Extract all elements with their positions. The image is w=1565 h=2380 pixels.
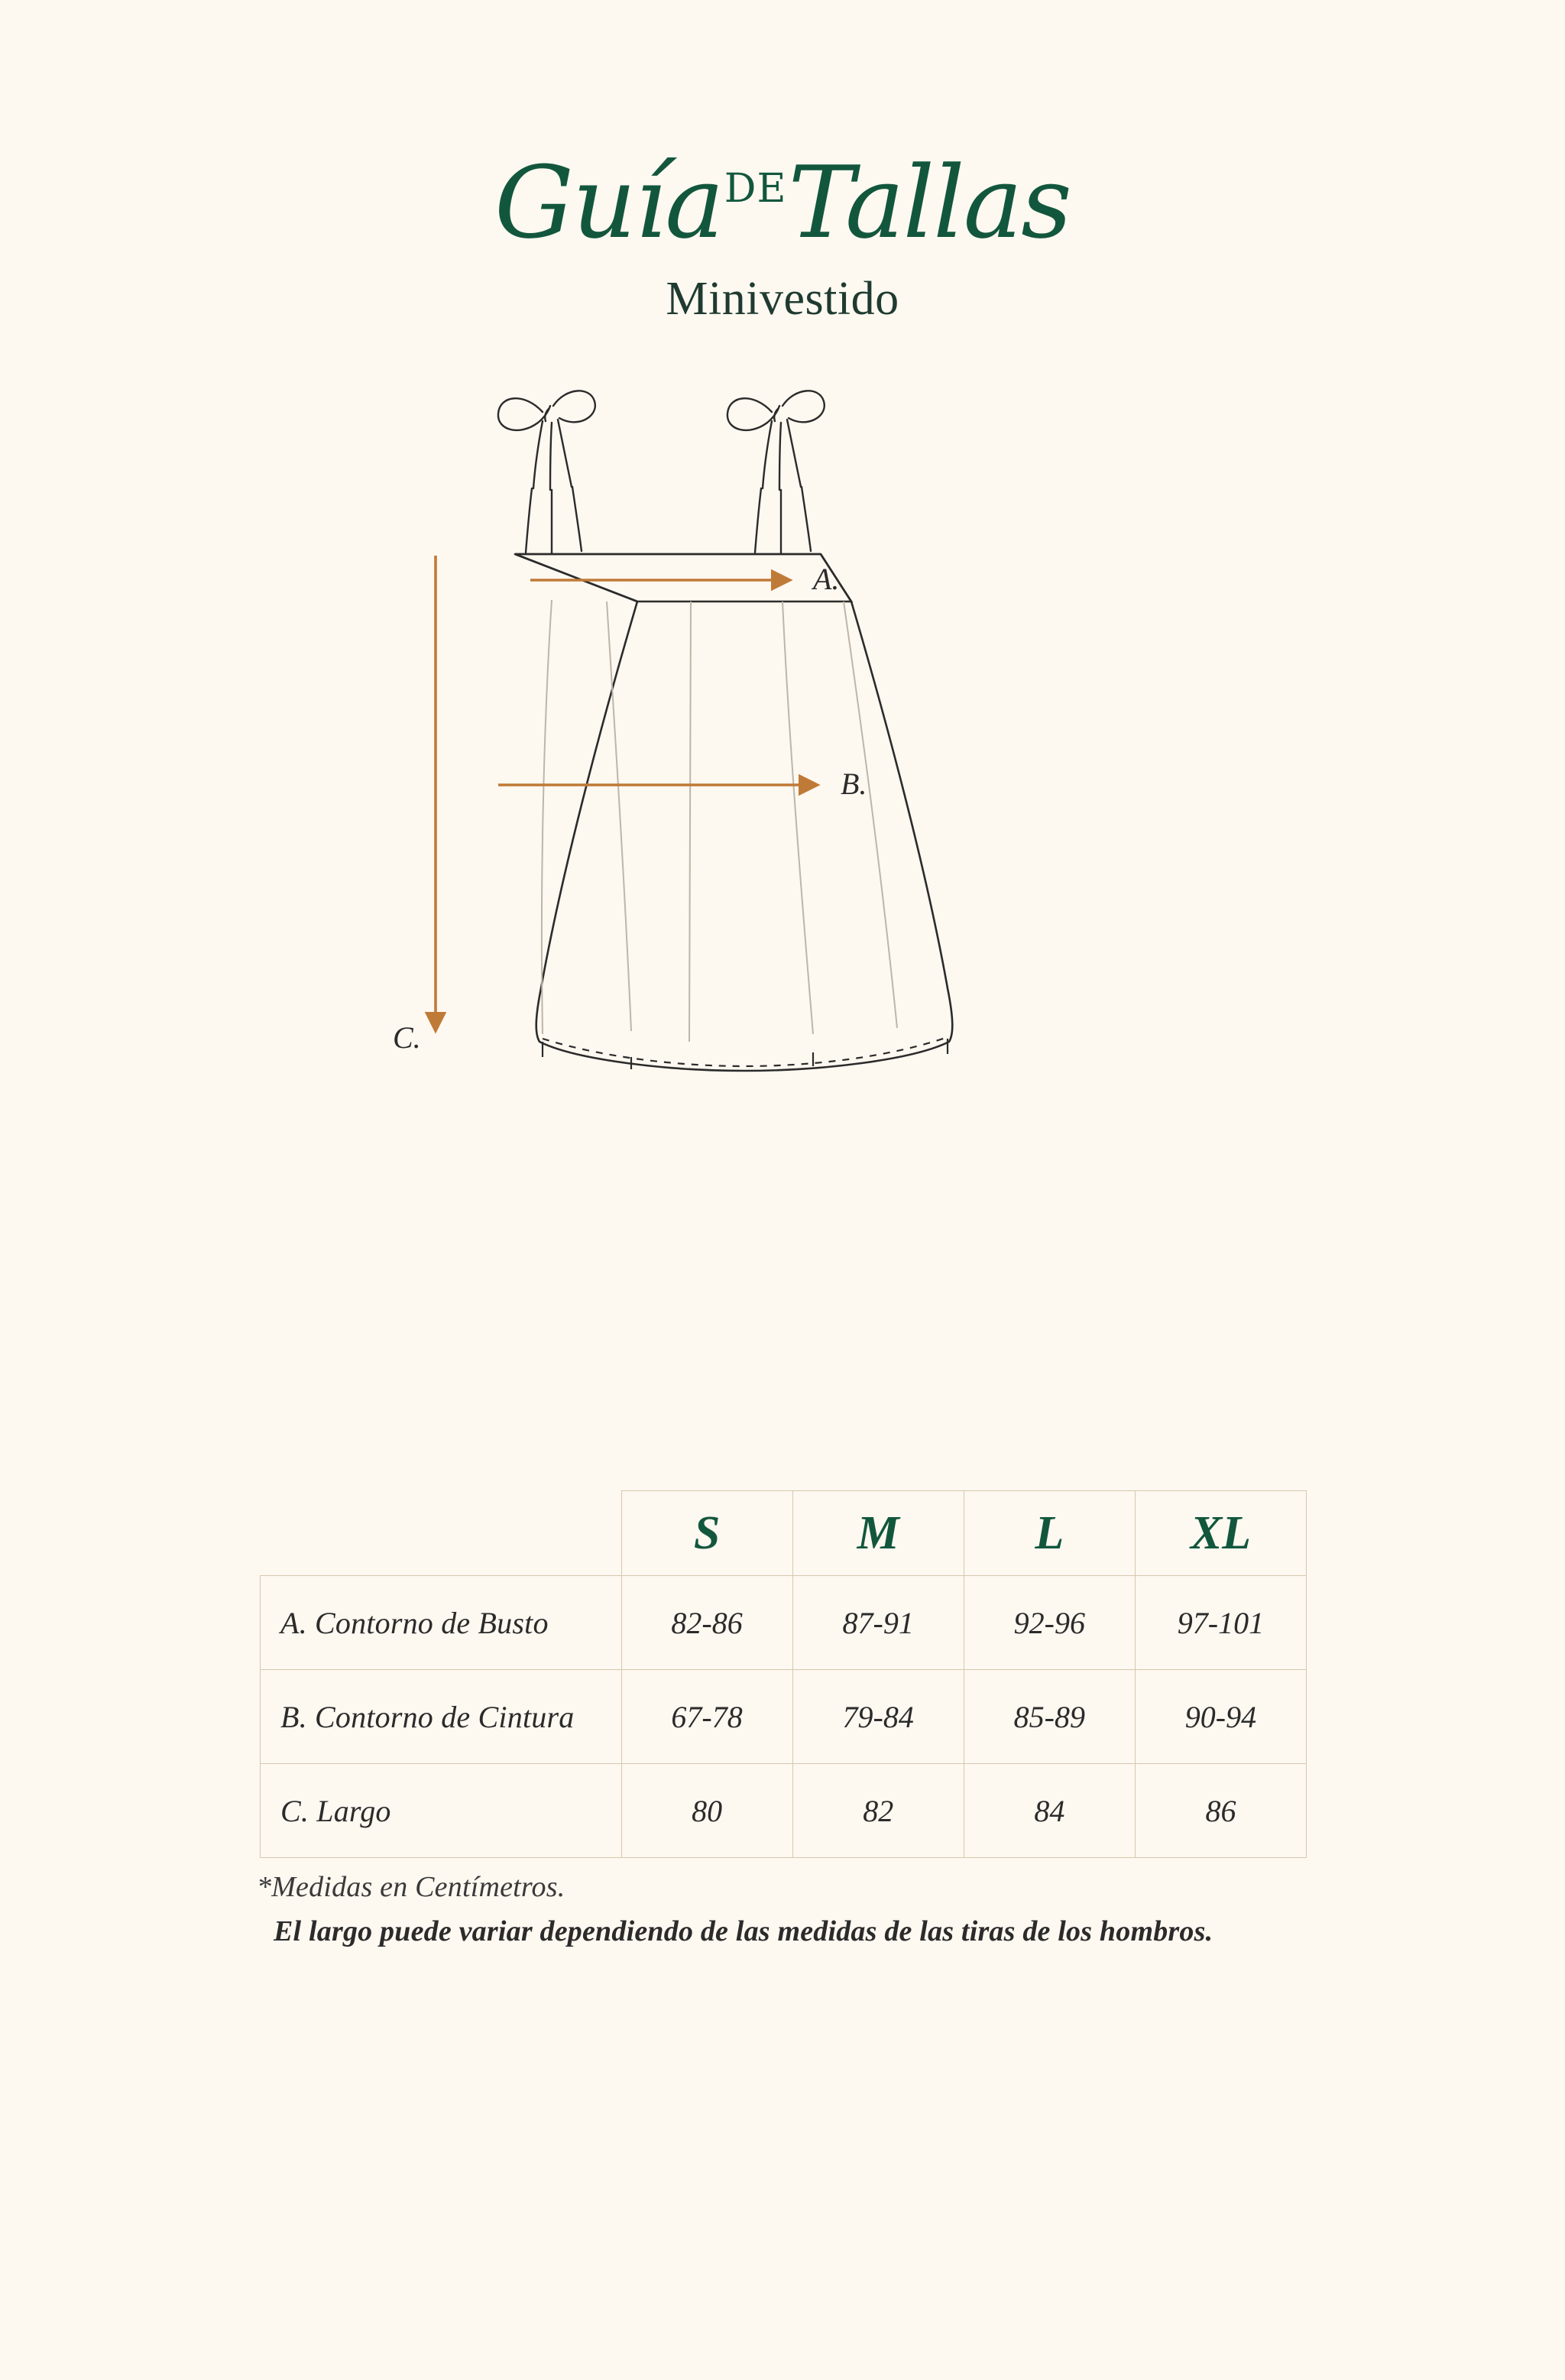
note-units: *Medidas en Centímetros. (257, 1871, 565, 1903)
size-table (260, 1490, 1307, 1858)
page-subtitle: Minivestido (666, 273, 899, 325)
title-part-de: DE (724, 166, 787, 212)
cintura-l: 85-89 (964, 1670, 1135, 1764)
cintura-xl: 90-94 (1135, 1670, 1306, 1764)
size-header-l: L (964, 1491, 1135, 1576)
table-header-row (261, 1491, 1307, 1576)
row-label-busto: A. Contorno de Busto (261, 1576, 622, 1670)
label-c: C. (393, 1020, 421, 1055)
largo-xl: 86 (1135, 1764, 1306, 1858)
table-row (261, 1764, 1307, 1858)
largo-l: 84 (964, 1764, 1135, 1858)
largo-s: 80 (621, 1764, 792, 1858)
row-label-cintura: B. Contorno de Cintura (261, 1670, 622, 1764)
dress-diagram-svg (286, 372, 1279, 1328)
table-corner-cell (261, 1491, 622, 1576)
measure-arrow-length (393, 556, 436, 1055)
title-part-guia: Guía (494, 144, 723, 261)
dress-illustration (0, 372, 1565, 1328)
page-title (0, 144, 1565, 261)
label-b: B. (841, 767, 867, 801)
busto-l: 92-96 (964, 1576, 1135, 1670)
busto-xl: 97-101 (1135, 1576, 1306, 1670)
page-header (0, 0, 1565, 326)
note-length-variation: El largo puede variar dependiendo de las medidas de las tiras de los hombros. (274, 1915, 1213, 1947)
row-label-largo: C. Largo (261, 1764, 622, 1858)
strap-bows (498, 391, 825, 554)
size-header-m: M (792, 1491, 964, 1576)
title-part-tallas: Tallas (788, 144, 1071, 261)
label-a: A. (813, 562, 840, 596)
table-row (261, 1576, 1307, 1670)
cintura-m: 79-84 (792, 1670, 964, 1764)
busto-m: 87-91 (792, 1576, 964, 1670)
table-notes (257, 1870, 1307, 1948)
dress-body-outline (515, 554, 952, 1071)
cintura-s: 67-78 (621, 1670, 792, 1764)
table-row (261, 1670, 1307, 1764)
busto-s: 82-86 (621, 1576, 792, 1670)
largo-m: 82 (792, 1764, 964, 1858)
size-header-s: S (621, 1491, 792, 1576)
size-header-xl: XL (1135, 1491, 1306, 1576)
size-table-container (257, 1490, 1307, 1948)
